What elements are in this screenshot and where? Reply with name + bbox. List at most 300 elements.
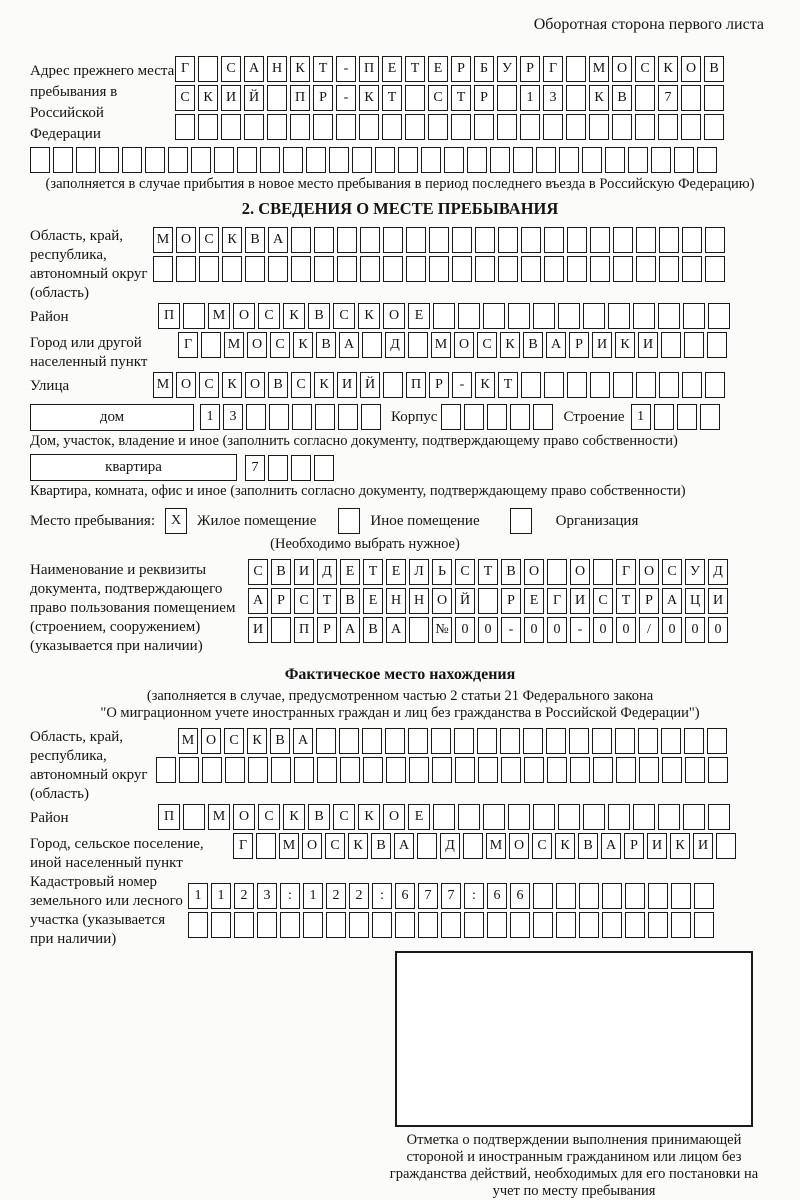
char-box[interactable] xyxy=(684,332,704,358)
char-box[interactable] xyxy=(625,883,645,909)
char-box[interactable] xyxy=(267,85,287,111)
char-box[interactable]: Г xyxy=(178,332,198,358)
char-box[interactable]: 1 xyxy=(188,883,208,909)
char-box[interactable]: Г xyxy=(616,559,636,585)
char-box[interactable]: И xyxy=(592,332,612,358)
char-box[interactable]: 0 xyxy=(478,617,498,643)
char-box[interactable] xyxy=(441,912,461,938)
char-box[interactable]: - xyxy=(336,56,356,82)
char-box[interactable] xyxy=(30,147,50,173)
char-box[interactable] xyxy=(225,757,245,783)
char-box[interactable]: К xyxy=(358,303,380,329)
char-box[interactable] xyxy=(659,372,679,398)
char-box[interactable]: И xyxy=(708,588,728,614)
char-box[interactable]: Й xyxy=(455,588,475,614)
char-box[interactable] xyxy=(636,372,656,398)
char-box[interactable]: О xyxy=(570,559,590,585)
char-box[interactable] xyxy=(291,256,311,282)
char-box[interactable] xyxy=(257,912,277,938)
char-box[interactable] xyxy=(654,404,674,430)
char-box[interactable]: К xyxy=(222,227,242,253)
char-box[interactable] xyxy=(409,617,429,643)
char-box[interactable] xyxy=(337,256,357,282)
char-box[interactable]: О xyxy=(176,372,196,398)
char-box[interactable]: Т xyxy=(317,588,337,614)
char-box[interactable] xyxy=(409,757,429,783)
char-box[interactable]: Е xyxy=(382,56,402,82)
char-box[interactable] xyxy=(558,303,580,329)
char-box[interactable] xyxy=(707,332,727,358)
char-box[interactable]: К xyxy=(293,332,313,358)
char-box[interactable] xyxy=(417,833,437,859)
char-box[interactable]: В xyxy=(271,559,291,585)
char-box[interactable] xyxy=(316,728,336,754)
char-box[interactable]: В xyxy=(308,804,330,830)
char-box[interactable]: К xyxy=(198,85,218,111)
char-box[interactable] xyxy=(567,372,587,398)
char-box[interactable] xyxy=(421,147,441,173)
char-box[interactable]: Д xyxy=(385,332,405,358)
char-box[interactable] xyxy=(648,883,668,909)
char-box[interactable]: Е xyxy=(340,559,360,585)
char-box[interactable] xyxy=(544,227,564,253)
char-box[interactable] xyxy=(454,728,474,754)
char-box[interactable] xyxy=(708,804,730,830)
char-box[interactable]: М xyxy=(208,303,230,329)
char-box[interactable]: И xyxy=(693,833,713,859)
char-box[interactable] xyxy=(53,147,73,173)
char-box[interactable]: С xyxy=(477,332,497,358)
char-box[interactable] xyxy=(478,757,498,783)
char-box[interactable]: С xyxy=(455,559,475,585)
char-box[interactable]: С xyxy=(224,728,244,754)
char-box[interactable] xyxy=(349,912,369,938)
char-box[interactable] xyxy=(533,883,553,909)
char-box[interactable] xyxy=(510,404,530,430)
char-box[interactable] xyxy=(683,804,705,830)
char-box[interactable]: О xyxy=(247,332,267,358)
char-box[interactable] xyxy=(291,227,311,253)
char-box[interactable] xyxy=(362,332,382,358)
char-box[interactable] xyxy=(583,303,605,329)
char-box[interactable] xyxy=(406,256,426,282)
char-box[interactable]: Т xyxy=(451,85,471,111)
char-box[interactable]: В xyxy=(578,833,598,859)
char-box[interactable] xyxy=(429,256,449,282)
char-box[interactable] xyxy=(582,147,602,173)
char-box[interactable] xyxy=(593,757,613,783)
char-box[interactable] xyxy=(360,256,380,282)
char-box[interactable] xyxy=(386,757,406,783)
char-box[interactable] xyxy=(433,303,455,329)
char-box[interactable] xyxy=(589,114,609,140)
char-box[interactable] xyxy=(651,147,671,173)
char-box[interactable]: К xyxy=(247,728,267,754)
char-box[interactable] xyxy=(280,912,300,938)
char-box[interactable] xyxy=(639,757,659,783)
char-box[interactable]: 6 xyxy=(487,883,507,909)
char-box[interactable]: 3 xyxy=(223,404,243,430)
char-box[interactable]: С xyxy=(258,303,280,329)
char-box[interactable] xyxy=(520,114,540,140)
char-box[interactable]: Т xyxy=(405,56,425,82)
char-box[interactable]: М xyxy=(486,833,506,859)
char-box[interactable]: Е xyxy=(524,588,544,614)
char-box[interactable]: О xyxy=(432,588,452,614)
char-box[interactable]: К xyxy=(615,332,635,358)
char-box[interactable] xyxy=(613,372,633,398)
char-box[interactable] xyxy=(290,114,310,140)
char-box[interactable] xyxy=(458,804,480,830)
char-box[interactable]: П xyxy=(290,85,310,111)
char-box[interactable] xyxy=(556,912,576,938)
char-box[interactable] xyxy=(547,757,567,783)
char-box[interactable] xyxy=(608,804,630,830)
char-box[interactable] xyxy=(474,114,494,140)
char-box[interactable] xyxy=(648,912,668,938)
char-box[interactable]: О xyxy=(612,56,632,82)
char-box[interactable] xyxy=(153,256,173,282)
char-box[interactable] xyxy=(432,757,452,783)
char-box[interactable]: Г xyxy=(543,56,563,82)
char-box[interactable] xyxy=(613,256,633,282)
char-box[interactable] xyxy=(681,114,701,140)
char-box[interactable]: С xyxy=(248,559,268,585)
char-box[interactable] xyxy=(705,372,725,398)
char-box[interactable]: / xyxy=(639,617,659,643)
char-box[interactable]: Г xyxy=(233,833,253,859)
char-box[interactable]: А xyxy=(339,332,359,358)
char-box[interactable] xyxy=(76,147,96,173)
char-box[interactable] xyxy=(684,728,704,754)
char-box[interactable] xyxy=(237,147,257,173)
char-box[interactable]: Е xyxy=(408,303,430,329)
char-box[interactable] xyxy=(635,114,655,140)
char-box[interactable] xyxy=(452,227,472,253)
char-box[interactable]: К xyxy=(658,56,678,82)
char-box[interactable] xyxy=(708,303,730,329)
char-box[interactable] xyxy=(533,912,553,938)
char-box[interactable] xyxy=(705,256,725,282)
char-box[interactable] xyxy=(602,883,622,909)
char-box[interactable]: К xyxy=(589,85,609,111)
char-box[interactable] xyxy=(463,833,483,859)
char-box[interactable]: № xyxy=(432,617,452,643)
char-box[interactable]: О xyxy=(233,303,255,329)
char-box[interactable] xyxy=(612,114,632,140)
char-box[interactable] xyxy=(244,114,264,140)
char-box[interactable]: И xyxy=(570,588,590,614)
char-box[interactable] xyxy=(544,372,564,398)
char-box[interactable]: Т xyxy=(382,85,402,111)
char-box[interactable]: : xyxy=(280,883,300,909)
char-box[interactable] xyxy=(635,85,655,111)
char-box[interactable]: Г xyxy=(547,588,567,614)
char-box[interactable] xyxy=(705,227,725,253)
char-box[interactable]: : xyxy=(372,883,392,909)
char-box[interactable]: В xyxy=(340,588,360,614)
char-box[interactable] xyxy=(615,728,635,754)
char-box[interactable]: И xyxy=(248,617,268,643)
char-box[interactable] xyxy=(408,728,428,754)
char-box[interactable]: А xyxy=(394,833,414,859)
char-box[interactable]: О xyxy=(524,559,544,585)
char-box[interactable] xyxy=(682,256,702,282)
char-box[interactable]: Р xyxy=(569,332,589,358)
char-box[interactable]: И xyxy=(638,332,658,358)
char-box[interactable] xyxy=(682,227,702,253)
char-box[interactable]: В xyxy=(245,227,265,253)
char-box[interactable] xyxy=(510,912,530,938)
char-box[interactable] xyxy=(658,804,680,830)
char-box[interactable] xyxy=(677,404,697,430)
char-box[interactable] xyxy=(405,85,425,111)
char-box[interactable]: 6 xyxy=(395,883,415,909)
char-box[interactable] xyxy=(533,404,553,430)
char-box[interactable]: А xyxy=(293,728,313,754)
char-box[interactable] xyxy=(477,728,497,754)
char-box[interactable]: В xyxy=(612,85,632,111)
char-box[interactable] xyxy=(487,912,507,938)
char-box[interactable]: 1 xyxy=(211,883,231,909)
char-box[interactable] xyxy=(441,404,461,430)
char-box[interactable]: В xyxy=(523,332,543,358)
checkbox-inoe[interactable] xyxy=(338,508,360,534)
char-box[interactable]: Р xyxy=(501,588,521,614)
char-box[interactable] xyxy=(268,256,288,282)
char-box[interactable]: Р xyxy=(451,56,471,82)
char-box[interactable]: Р xyxy=(639,588,659,614)
char-box[interactable] xyxy=(497,114,517,140)
char-box[interactable]: К xyxy=(283,804,305,830)
char-box[interactable]: Р xyxy=(313,85,333,111)
char-box[interactable] xyxy=(405,114,425,140)
char-box[interactable] xyxy=(559,147,579,173)
char-box[interactable]: Е xyxy=(363,588,383,614)
char-box[interactable]: Ц xyxy=(685,588,705,614)
char-box[interactable] xyxy=(199,256,219,282)
char-box[interactable]: М xyxy=(153,372,173,398)
char-box[interactable] xyxy=(546,728,566,754)
char-box[interactable] xyxy=(246,404,266,430)
char-box[interactable] xyxy=(372,912,392,938)
char-box[interactable] xyxy=(628,147,648,173)
char-box[interactable]: 7 xyxy=(418,883,438,909)
char-box[interactable]: С xyxy=(593,588,613,614)
char-box[interactable] xyxy=(455,757,475,783)
char-box[interactable]: 1 xyxy=(303,883,323,909)
char-box[interactable]: В xyxy=(270,728,290,754)
char-box[interactable]: С xyxy=(291,372,311,398)
char-box[interactable] xyxy=(383,227,403,253)
char-box[interactable] xyxy=(168,147,188,173)
char-box[interactable] xyxy=(524,757,544,783)
char-box[interactable]: 2 xyxy=(234,883,254,909)
char-box[interactable]: М xyxy=(589,56,609,82)
char-box[interactable] xyxy=(362,728,382,754)
char-box[interactable] xyxy=(694,912,714,938)
char-box[interactable]: Н xyxy=(386,588,406,614)
char-box[interactable] xyxy=(700,404,720,430)
char-box[interactable] xyxy=(428,114,448,140)
char-box[interactable] xyxy=(674,147,694,173)
char-box[interactable] xyxy=(383,256,403,282)
char-box[interactable] xyxy=(536,147,556,173)
char-box[interactable] xyxy=(498,227,518,253)
char-box[interactable]: Р xyxy=(271,588,291,614)
char-box[interactable] xyxy=(202,757,222,783)
char-box[interactable]: 0 xyxy=(685,617,705,643)
char-box[interactable] xyxy=(487,404,507,430)
char-box[interactable] xyxy=(340,757,360,783)
checkbox-zhiloe[interactable]: X xyxy=(165,508,187,534)
char-box[interactable]: А xyxy=(340,617,360,643)
char-box[interactable] xyxy=(566,56,586,82)
char-box[interactable] xyxy=(523,728,543,754)
char-box[interactable]: : xyxy=(464,883,484,909)
char-box[interactable]: Н xyxy=(267,56,287,82)
char-box[interactable]: Р xyxy=(317,617,337,643)
char-box[interactable] xyxy=(483,804,505,830)
char-box[interactable] xyxy=(122,147,142,173)
char-box[interactable]: К xyxy=(314,372,334,398)
char-box[interactable] xyxy=(579,912,599,938)
char-box[interactable] xyxy=(659,227,679,253)
char-box[interactable]: 0 xyxy=(524,617,544,643)
char-box[interactable]: К xyxy=(222,372,242,398)
char-box[interactable] xyxy=(682,372,702,398)
char-box[interactable]: С xyxy=(333,804,355,830)
char-box[interactable] xyxy=(570,757,590,783)
char-box[interactable]: Р xyxy=(474,85,494,111)
char-box[interactable] xyxy=(464,404,484,430)
char-box[interactable]: 3 xyxy=(543,85,563,111)
char-box[interactable]: Т xyxy=(478,559,498,585)
char-box[interactable] xyxy=(201,332,221,358)
char-box[interactable] xyxy=(222,256,242,282)
char-box[interactable] xyxy=(361,404,381,430)
char-box[interactable] xyxy=(398,147,418,173)
char-box[interactable]: А xyxy=(386,617,406,643)
char-box[interactable] xyxy=(633,804,655,830)
char-box[interactable]: - xyxy=(570,617,590,643)
char-box[interactable]: О xyxy=(302,833,322,859)
char-box[interactable]: К xyxy=(670,833,690,859)
char-box[interactable]: И xyxy=(221,85,241,111)
char-box[interactable]: О xyxy=(639,559,659,585)
char-box[interactable]: М xyxy=(208,804,230,830)
char-box[interactable] xyxy=(590,372,610,398)
char-box[interactable]: 0 xyxy=(593,617,613,643)
char-box[interactable]: В xyxy=(363,617,383,643)
char-box[interactable] xyxy=(329,147,349,173)
char-box[interactable] xyxy=(593,559,613,585)
char-box[interactable] xyxy=(303,912,323,938)
char-box[interactable] xyxy=(406,227,426,253)
char-box[interactable] xyxy=(452,256,472,282)
char-box[interactable] xyxy=(267,114,287,140)
char-box[interactable] xyxy=(683,303,705,329)
char-box[interactable] xyxy=(269,404,289,430)
char-box[interactable]: М xyxy=(431,332,451,358)
char-box[interactable] xyxy=(583,804,605,830)
char-box[interactable]: О xyxy=(233,804,255,830)
char-box[interactable] xyxy=(602,912,622,938)
char-box[interactable] xyxy=(385,728,405,754)
char-box[interactable]: 0 xyxy=(616,617,636,643)
char-box[interactable] xyxy=(337,227,357,253)
char-box[interactable] xyxy=(317,757,337,783)
char-box[interactable] xyxy=(326,912,346,938)
char-box[interactable] xyxy=(708,757,728,783)
char-box[interactable] xyxy=(214,147,234,173)
char-box[interactable] xyxy=(395,912,415,938)
char-box[interactable] xyxy=(567,227,587,253)
char-box[interactable]: Р xyxy=(520,56,540,82)
char-box[interactable] xyxy=(314,455,334,481)
char-box[interactable] xyxy=(429,227,449,253)
char-box[interactable] xyxy=(501,757,521,783)
char-box[interactable] xyxy=(260,147,280,173)
char-box[interactable] xyxy=(156,757,176,783)
char-box[interactable] xyxy=(569,728,589,754)
char-box[interactable] xyxy=(662,757,682,783)
char-box[interactable] xyxy=(521,372,541,398)
char-box[interactable] xyxy=(625,912,645,938)
char-box[interactable] xyxy=(671,883,691,909)
char-box[interactable] xyxy=(475,227,495,253)
char-box[interactable] xyxy=(566,114,586,140)
char-box[interactable] xyxy=(464,912,484,938)
char-box[interactable] xyxy=(704,114,724,140)
char-box[interactable] xyxy=(359,114,379,140)
char-box[interactable] xyxy=(658,114,678,140)
char-box[interactable]: П xyxy=(158,303,180,329)
char-box[interactable]: А xyxy=(248,588,268,614)
char-box[interactable]: Д xyxy=(317,559,337,585)
char-box[interactable]: К xyxy=(283,303,305,329)
char-box[interactable]: В xyxy=(268,372,288,398)
char-box[interactable]: 1 xyxy=(631,404,651,430)
char-box[interactable] xyxy=(418,912,438,938)
char-box[interactable]: 2 xyxy=(349,883,369,909)
char-box[interactable]: С xyxy=(294,588,314,614)
char-box[interactable] xyxy=(268,455,288,481)
char-box[interactable] xyxy=(458,303,480,329)
char-box[interactable] xyxy=(191,147,211,173)
char-box[interactable]: О xyxy=(245,372,265,398)
char-box[interactable]: А xyxy=(662,588,682,614)
char-box[interactable]: П xyxy=(406,372,426,398)
char-box[interactable] xyxy=(175,114,195,140)
char-box[interactable]: В xyxy=(371,833,391,859)
char-box[interactable] xyxy=(636,256,656,282)
char-box[interactable]: Р xyxy=(429,372,449,398)
char-box[interactable] xyxy=(658,303,680,329)
char-box[interactable] xyxy=(291,455,311,481)
char-box[interactable] xyxy=(245,256,265,282)
char-box[interactable] xyxy=(336,114,356,140)
char-box[interactable]: 0 xyxy=(455,617,475,643)
char-box[interactable] xyxy=(221,114,241,140)
char-box[interactable]: Й xyxy=(244,85,264,111)
char-box[interactable]: Д xyxy=(440,833,460,859)
char-box[interactable] xyxy=(478,588,498,614)
char-box[interactable]: С xyxy=(333,303,355,329)
char-box[interactable] xyxy=(314,256,334,282)
char-box[interactable]: В xyxy=(501,559,521,585)
char-box[interactable]: Т xyxy=(498,372,518,398)
